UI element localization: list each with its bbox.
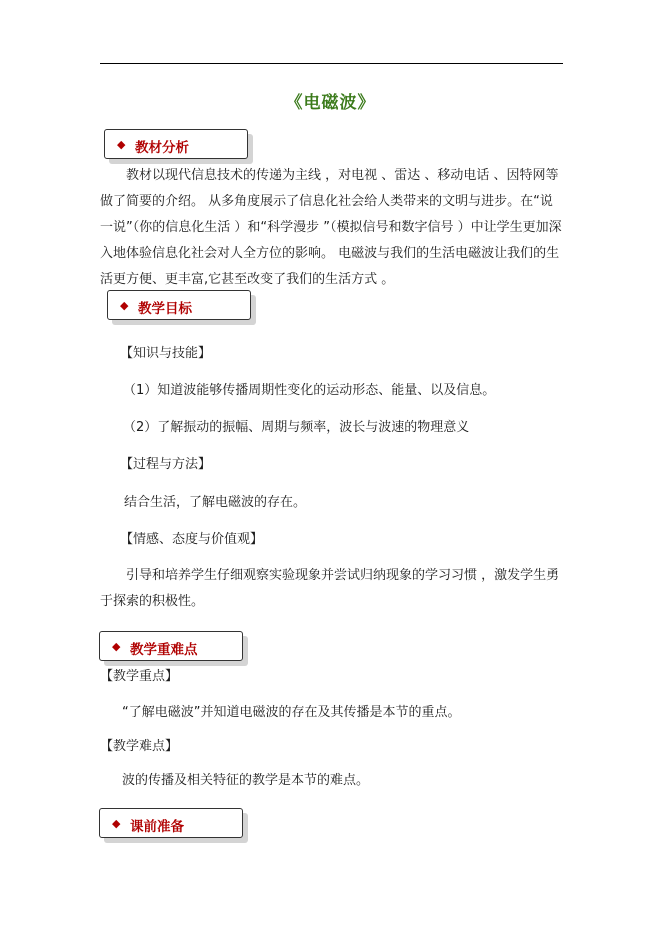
section-label: 课前准备 <box>130 819 184 835</box>
header-rule <box>100 63 563 64</box>
process-text: 结合生活，了解电磁波的存在。 <box>124 495 307 510</box>
diamond-bullet-icon: ◆ <box>120 299 129 312</box>
difficulty-text: 波的传播及相关特征的教学是本节的难点。 <box>122 773 370 788</box>
section-header-prep <box>99 808 243 838</box>
diamond-bullet-icon: ◆ <box>117 138 126 151</box>
knowledge-item-1: （1）知道波能够传播周期性变化的运动形态、能量、以及信息。 <box>123 383 496 398</box>
section-header-keypoints <box>99 631 243 661</box>
section-label: 教材分析 <box>135 140 189 156</box>
document-title: 《电磁波》 <box>285 93 376 113</box>
section-label: 教学目标 <box>138 301 192 317</box>
emotion-heading: 【情感、态度与价值观】 <box>120 532 264 547</box>
section-header-goals <box>107 290 251 320</box>
key-text: “了解电磁波”并知道电磁波的存在及其传播是本节的重点。 <box>122 705 461 720</box>
key-heading: 【教学重点】 <box>100 669 179 684</box>
emotion-paragraph: 引导和培养学生仔细观察实验现象并尝试归纳现象的学习习惯 ，激发学生勇于探索的积极性。 <box>100 568 560 609</box>
knowledge-heading: 【知识与技能】 <box>120 346 212 361</box>
section-header-analysis <box>104 129 248 159</box>
section-label: 教学重难点 <box>130 642 198 658</box>
knowledge-item-2: （2）了解振动的振幅、周期与频率，波长与波速的物理意义 <box>123 420 470 435</box>
process-heading: 【过程与方法】 <box>120 457 212 472</box>
analysis-paragraph: 教材以现代信息技术的传递为主线 ，对电视 、雷达 、移动电话 、因特网等做了简要的介绍。 从多角度展示了信息化社会给人类带来的文明与进步。在“说一说”（你的信息化生活 ）和“科学漫步 ”（模拟信号和数字信号 ）中让学生更加深入地体验信息化社会对人全方位的影响。 电磁波与我们的生活电磁波让我们的生活更方便、更丰富,它甚至改变了我们的生活方式 。 <box>100 168 562 287</box>
difficulty-heading: 【教学难点】 <box>100 739 179 754</box>
diamond-bullet-icon: ◆ <box>112 640 121 653</box>
diamond-bullet-icon: ◆ <box>112 817 121 830</box>
